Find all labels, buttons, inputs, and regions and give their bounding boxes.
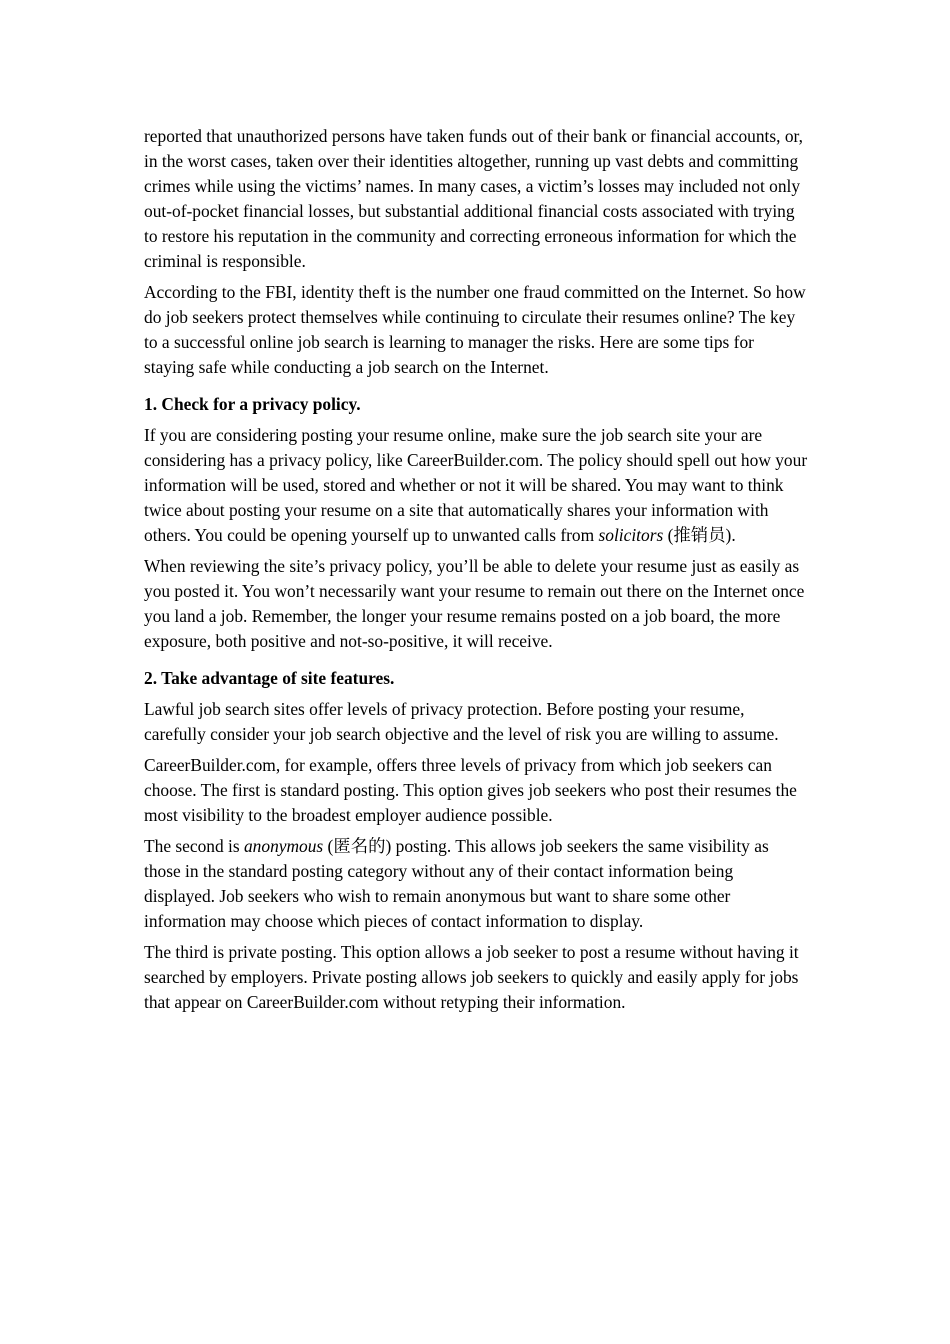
document-page (144, 124, 808, 1021)
paragraph-anonymous-posting (144, 834, 808, 934)
paragraph-reviewing-privacy-policy: When reviewing the site’s privacy policy, you’ll be able to delete your resume just as easily as you posted it. You won’t necessarily want your resume to remain out there on the Internet once you land a job. Remember, the longer your resume remains posted on a job board, the more exposure, both positive and not-so-positive, it will receive. (144, 556, 805, 651)
paragraph-text: If you are considering posting your resume online, make sure the job search site your are considering has a privacy policy, like CareerBuilder.com. The policy should spell out how your information will be used, stored and whether or not it will be shared. You may want to think twice about posting your resume on a site that automatically shares your information with others. You could be opening yourself up to unwanted calls from (144, 425, 808, 545)
paragraph-text: The second is (144, 836, 244, 856)
paragraph-privacy-policy (144, 423, 808, 548)
heading-check-privacy-policy: 1. Check for a privacy policy. (144, 394, 361, 414)
paragraph-identity-theft-effects: reported that unauthorized persons have taken funds out of their bank or financial accounts, or, in the worst cases, taken over their identities altogether, running up vast debts and committing crimes while using the victims’ names. In many cases, a victim’s losses may included not only out-of-pocket financial losses, but substantial additional financial costs associated with trying to restore his reputation in the community and correcting erroneous information for which the criminal is responsible. (144, 126, 803, 271)
emphasis-anonymous: anonymous (243, 836, 324, 856)
paragraph-text: (匿名的) posting. This allows job seekers the same visibility as those in the standard posting category without any of their contact information being displayed. Job seekers who wish to remain anonymous but want to share some other information may choose which pieces of contact information to display. (144, 836, 769, 931)
paragraph-text: (推销员). (663, 525, 736, 545)
paragraph-three-levels: CareerBuilder.com, for example, offers three levels of privacy from which job seekers can choose. The first is standard posting. This option gives job seekers who post their resumes the most visibility to the broadest employer audience possible. (144, 755, 797, 825)
paragraph-private-posting: The third is private posting. This option allows a job seeker to post a resume without having it searched by employers. Private posting allows job seekers to quickly and easily apply for jobs that appear on CareerBuilder.com without retyping their information. (144, 942, 799, 1012)
paragraph-fbi-identity-theft: According to the FBI, identity theft is the number one fraud committed on the Internet. So how do job seekers protect themselves while continuing to circulate their resumes online? The key to a successful online job search is learning to manager the risks. Here are some tips for staying safe while conducting a job search on the Internet. (144, 282, 806, 377)
emphasis-solicitors: solicitors (598, 525, 664, 545)
paragraph-lawful-sites: Lawful job search sites offer levels of privacy protection. Before posting your resume, carefully consider your job search objective and the level of risk you are willing to assume. (144, 699, 779, 744)
heading-site-features: 2. Take advantage of site features. (144, 668, 395, 688)
